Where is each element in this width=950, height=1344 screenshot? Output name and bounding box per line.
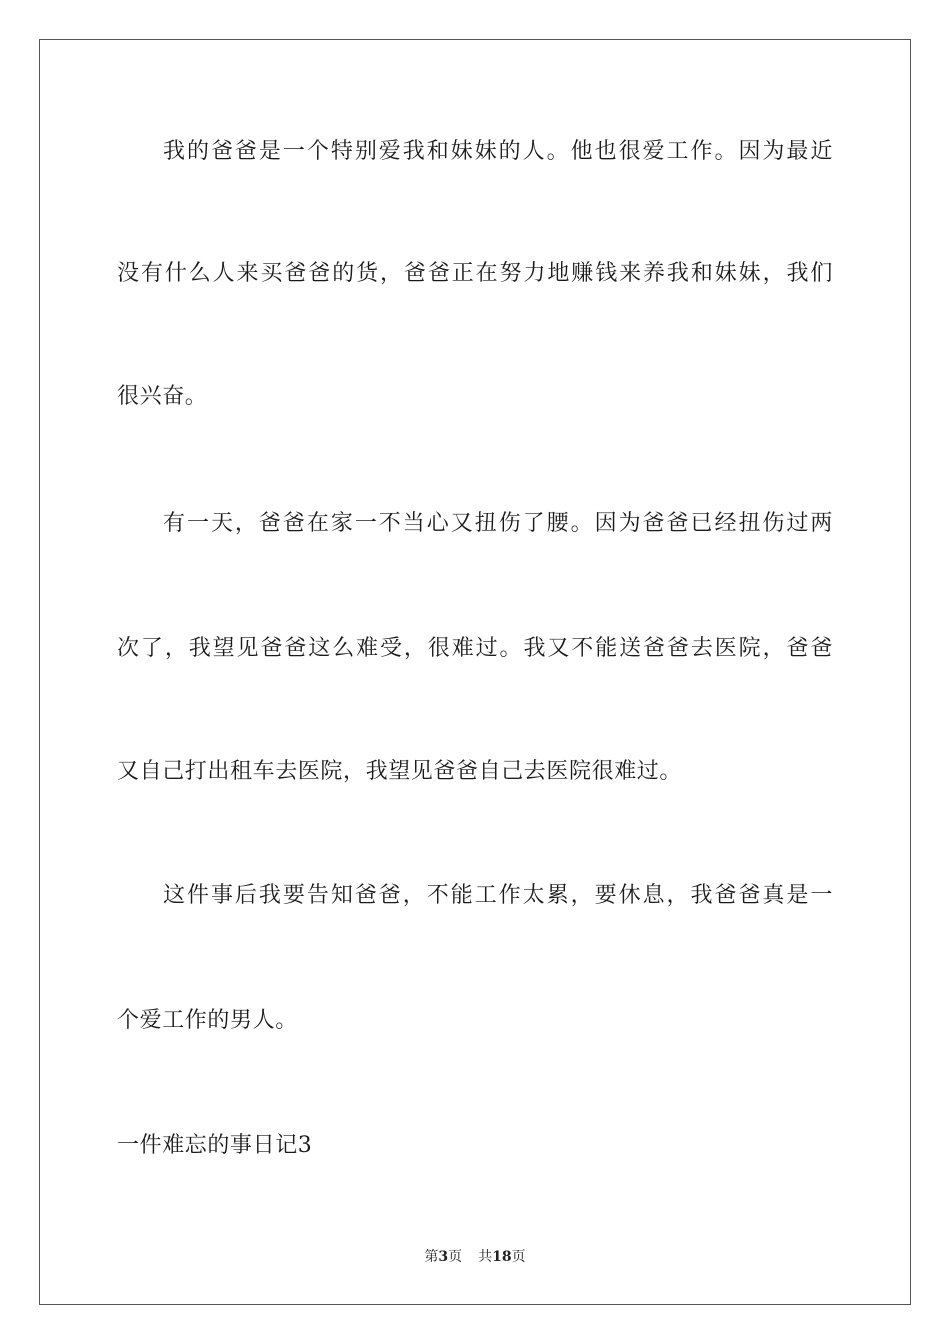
footer-total-prefix: 共 — [478, 1249, 493, 1265]
paragraph-2-line-3: 又自己打出租车去医院，我望见爸爸自己去医院很难过。 — [117, 759, 683, 784]
paragraph-3-line-2: 个爱工作的男人。 — [117, 1008, 298, 1033]
paragraph-2-line-2: 次了，我望见爸爸这么难受，很难过。我又不能送爸爸去医院，爸爸 — [117, 636, 833, 661]
page-border — [39, 39, 911, 1305]
footer-page-prefix: 第 — [424, 1249, 439, 1265]
footer-page-suffix: 页 — [448, 1249, 463, 1265]
footer-total-pages: 18 — [492, 1249, 512, 1265]
paragraph-2-line-1: 有一天，爸爸在家一不当心又扭伤了腰。因为爸爸已经扭伤过两 — [163, 511, 833, 536]
page-footer — [0, 1247, 950, 1267]
footer-page-number: 3 — [438, 1249, 449, 1265]
section-heading: 一件难忘的事日记3 — [117, 1133, 313, 1158]
paragraph-1-line-3: 很兴奋。 — [117, 384, 208, 409]
paragraph-1-line-2: 没有什么人来买爸爸的货，爸爸正在努力地赚钱来养我和妹妹，我们 — [117, 261, 833, 286]
footer-total-suffix: 页 — [511, 1249, 526, 1265]
paragraph-1-line-1: 我的爸爸是一个特别爱我和妹妹的人。他也很爱工作。因为最近 — [163, 139, 833, 164]
paragraph-3-line-1: 这件事后我要告知爸爸，不能工作太累，要休息，我爸爸真是一 — [163, 883, 833, 908]
